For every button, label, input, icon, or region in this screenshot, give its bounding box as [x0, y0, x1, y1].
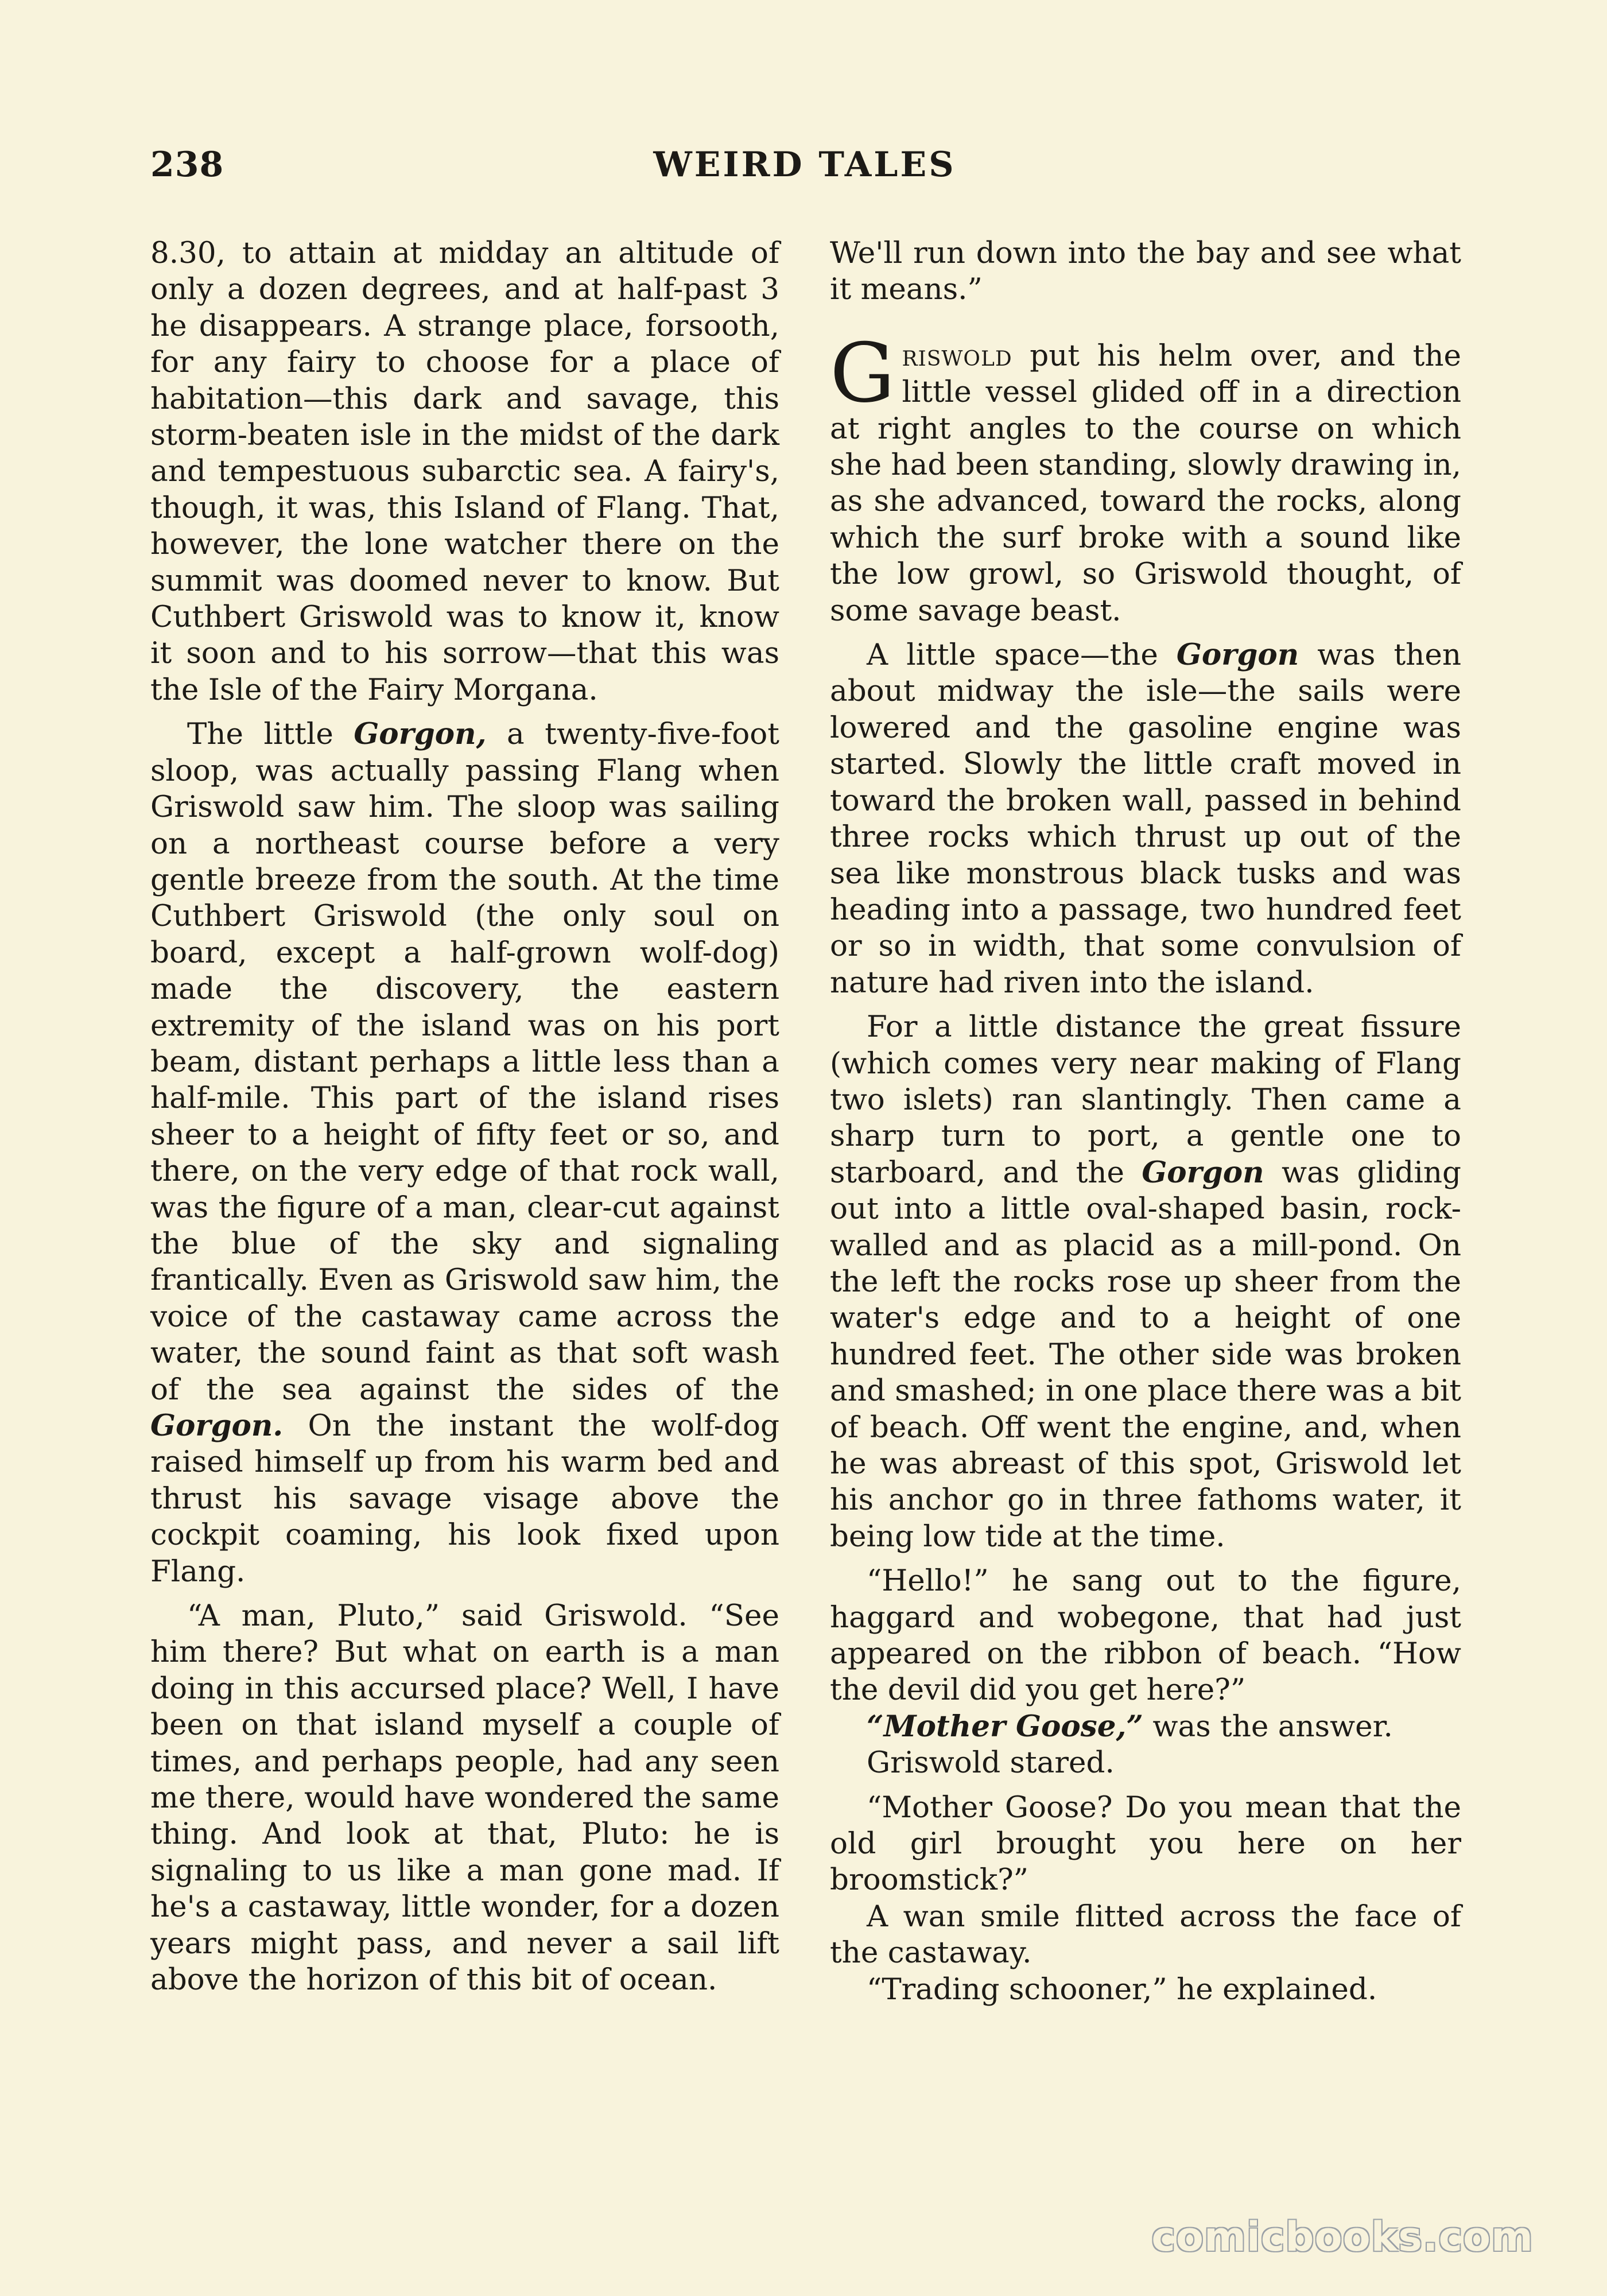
running-title: WEIRD TALES	[653, 145, 956, 185]
paragraph: We'll run down into the bay and see what it means.”	[830, 236, 1461, 307]
text-run: On the instant the wolf-dog raised himself up from his warm bed and thrust his savage visage above the cockpit coaming, his look fixed upon Flang.	[150, 1409, 779, 1589]
right-column	[830, 235, 1461, 2152]
page-number: 238	[150, 145, 224, 185]
drop-cap: G	[830, 325, 895, 421]
watermark: comicbooks.com	[1151, 2213, 1534, 2260]
paragraph: “A man, Pluto,” said Griswold. “See him there? But what on earth is a man doing in this accursed place? Well, I have been on that island myself a couple of times, and perhaps people, had any seen me there, would have wondered the same thing. And look at that, Pluto: he is signaling to us like a man gone mad. If he's a castaway, little wonder, for a dozen years might pass, and never a sail lift above the horizon of this bit of ocean.	[150, 1599, 779, 1998]
ship-name: Gorgon	[1176, 638, 1299, 673]
text-run: was gliding out into a little oval-shaped basin, rock-walled and as placid as a mill-pond. On the left the rocks rose up sheer from the water's edge and to a height of one hundred feet. The other side was broken and smashed; in one place there was a bit of beach. Off went the engine, and, when he was abreast of this spot, Griswold let his anchor go in three fathoms water, it being low tide at the time.	[830, 1155, 1462, 1554]
paragraph	[830, 1709, 1461, 1745]
ship-name: Gorgon.	[150, 1409, 284, 1443]
ship-name: Gorgon,	[354, 717, 487, 752]
text-run: put his helm over, and the little vessel glided off in a direction at right angles to the course on which she had been standing, slowly drawing in, as she advanced, toward the rocks, along which the surf broke with a sound like the low growl, so Griswold thought, of some savage beast.	[830, 338, 1461, 628]
ship-name: Gorgon	[1142, 1155, 1264, 1190]
paragraph: “Hello!” he sang out to the figure, haggard and wobegone, that had just appeared on the ribbon of beach. “How the devil did you get here?”	[830, 1564, 1461, 1708]
text-run: The little	[187, 717, 354, 752]
text-run: a twenty-five-foot sloop, was actually passing Flang when Griswold saw him. The sloop was sailing on a northeast course before a very gentle breeze from the south. At the time Cuthbert Griswold (the only soul on board, except a half-grown wolf-dog) made the discovery, the eastern extremity of the island was on his port beam, distant perhaps a little less than a half-mile. This part of the island rises sheer to a height of fifty feet or so, and there, on the very edge of that rock wall, was the figure of a man, clear-cut against the blue of the sky and signaling frantically. Even as Griswold saw him, the voice of the castaway came across the water, the sound faint as that soft wash of the sea against the sides of the	[150, 717, 779, 1407]
text-run: was then about midway the isle—the sails were lowered and the gasoline engine was started. Slowly the little craft moved in toward the broken wall, passed in behind three rocks which thrust up out of the sea like monstrous black tusks and was heading into a passage, two hundred feet or so in width, that some convulsion of nature had riven into the island.	[830, 638, 1461, 1000]
quoted-phrase: “Mother Goose,”	[867, 1709, 1144, 1744]
page-header	[150, 145, 1459, 191]
left-column	[150, 235, 779, 2152]
paragraph: “Trading schooner,” he explained.	[867, 1972, 1377, 2007]
paragraph: 8.30, to attain at midday an altitude of only a dozen degrees, and at half-past 3 he disappears. A strange place, forsooth, for any fairy to choose for a place of habitation—this dark and savage, this storm-beaten isle in the midst of the dark and tempestuous subarctic sea. A fairy's, though, it was, this Island of Flang. That, however, the lone watcher there on the summit was doomed never to know. But Cuthbert Griswold was to know it, know it soon and to his sorrow—that this was the Isle of the Fairy Morgana.	[150, 236, 779, 707]
paragraph	[830, 1009, 1461, 1555]
paragraph: “Mother Goose? Do you mean that the old girl brought you here on her broomstick?”	[830, 1790, 1461, 1898]
text-run: A little space—the	[867, 638, 1177, 673]
paragraph: Griswold stared.	[867, 1746, 1115, 1781]
small-caps-run: riswold	[902, 338, 1012, 373]
text-run: For a little distance the great fissure (which comes very near making of Flang two islets) ran slantingly. Then came a sharp turn to port, a gentle one to starboard, and the	[830, 1010, 1461, 1190]
paragraph: A wan smile flitted across the face of the castaway.	[830, 1899, 1461, 1971]
paragraph	[830, 637, 1461, 1001]
paragraph	[150, 716, 779, 1590]
paragraph-drop-cap	[830, 325, 1461, 629]
text-run: was the answer.	[1143, 1709, 1393, 1744]
